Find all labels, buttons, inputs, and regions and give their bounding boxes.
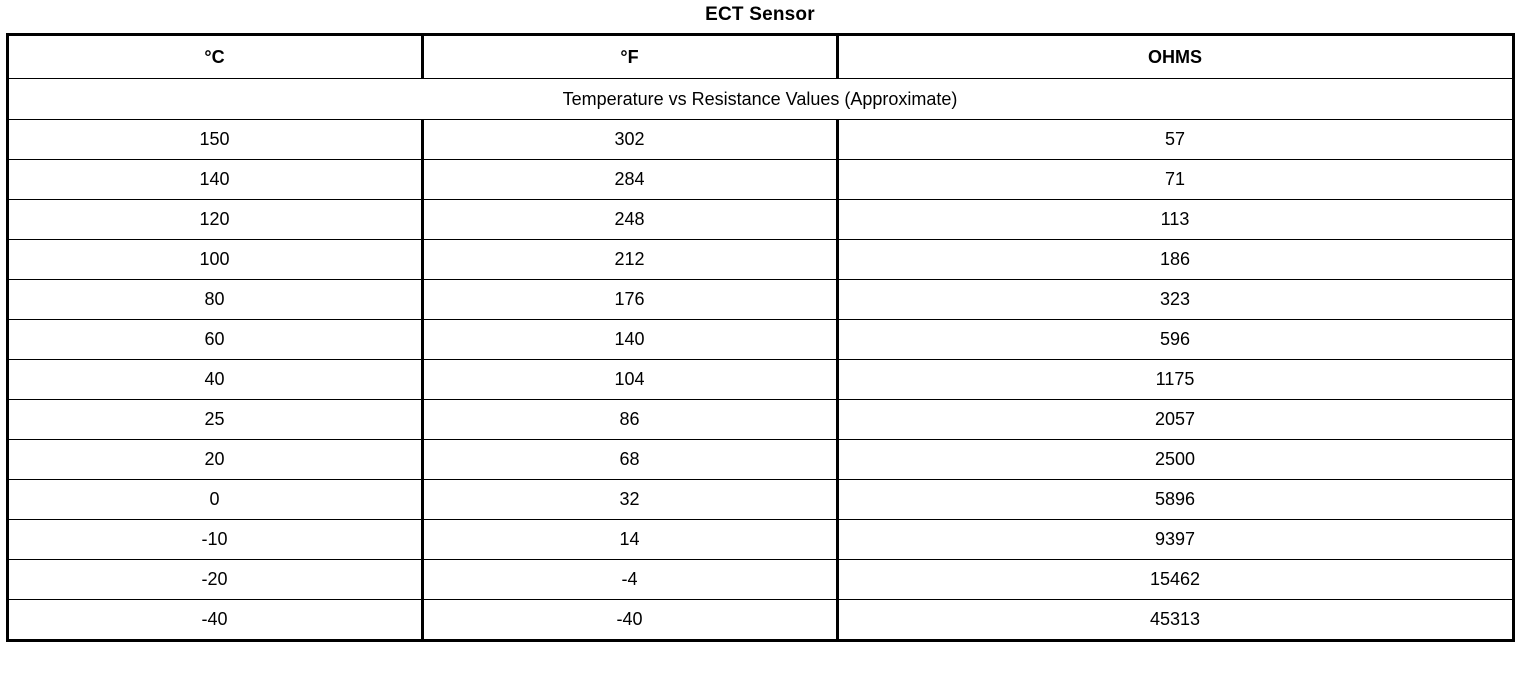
- cell-celsius: 100: [7, 240, 422, 280]
- cell-ohms: 1175: [837, 360, 1513, 400]
- ect-sensor-table: [6, 33, 1515, 642]
- cell-celsius: 80: [7, 280, 422, 320]
- table-row: [7, 320, 1513, 360]
- cell-ohms: 57: [837, 120, 1513, 160]
- cell-fahrenheit: 32: [422, 480, 837, 520]
- table-row: [7, 280, 1513, 320]
- cell-fahrenheit: 14: [422, 520, 837, 560]
- cell-fahrenheit: 248: [422, 200, 837, 240]
- table-row: [7, 120, 1513, 160]
- cell-ohms: 186: [837, 240, 1513, 280]
- cell-celsius: -40: [7, 600, 422, 641]
- cell-celsius: 0: [7, 480, 422, 520]
- cell-fahrenheit: -4: [422, 560, 837, 600]
- table-row: [7, 240, 1513, 280]
- cell-ohms: 9397: [837, 520, 1513, 560]
- table-row: [7, 400, 1513, 440]
- cell-fahrenheit: 140: [422, 320, 837, 360]
- table-row: [7, 200, 1513, 240]
- cell-fahrenheit: 104: [422, 360, 837, 400]
- cell-celsius: 40: [7, 360, 422, 400]
- cell-celsius: 150: [7, 120, 422, 160]
- cell-fahrenheit: 284: [422, 160, 837, 200]
- cell-celsius: -20: [7, 560, 422, 600]
- cell-celsius: 60: [7, 320, 422, 360]
- cell-fahrenheit: 302: [422, 120, 837, 160]
- cell-ohms: 113: [837, 200, 1513, 240]
- cell-ohms: 596: [837, 320, 1513, 360]
- table-row: [7, 440, 1513, 480]
- table-row: [7, 520, 1513, 560]
- cell-ohms: 5896: [837, 480, 1513, 520]
- cell-ohms: 71: [837, 160, 1513, 200]
- table-row: [7, 560, 1513, 600]
- table-subtitle-row: [7, 79, 1513, 120]
- table-row: [7, 480, 1513, 520]
- cell-celsius: 25: [7, 400, 422, 440]
- cell-celsius: 140: [7, 160, 422, 200]
- cell-ohms: 323: [837, 280, 1513, 320]
- table-subtitle: Temperature vs Resistance Values (Approximate): [7, 79, 1513, 120]
- cell-fahrenheit: 176: [422, 280, 837, 320]
- cell-ohms: 45313: [837, 600, 1513, 641]
- table-row: [7, 600, 1513, 641]
- cell-ohms: 2500: [837, 440, 1513, 480]
- cell-celsius: 120: [7, 200, 422, 240]
- table-header-row: [7, 35, 1513, 79]
- column-header-ohms: OHMS: [837, 35, 1513, 79]
- cell-ohms: 15462: [837, 560, 1513, 600]
- cell-ohms: 2057: [837, 400, 1513, 440]
- page-title: ECT Sensor: [705, 4, 815, 25]
- table-row: [7, 160, 1513, 200]
- cell-fahrenheit: 68: [422, 440, 837, 480]
- cell-fahrenheit: 86: [422, 400, 837, 440]
- cell-celsius: 20: [7, 440, 422, 480]
- cell-celsius: -10: [7, 520, 422, 560]
- column-header-fahrenheit: °F: [422, 35, 837, 79]
- cell-fahrenheit: 212: [422, 240, 837, 280]
- column-header-celsius: °C: [7, 35, 422, 79]
- table-row: [7, 360, 1513, 400]
- cell-fahrenheit: -40: [422, 600, 837, 641]
